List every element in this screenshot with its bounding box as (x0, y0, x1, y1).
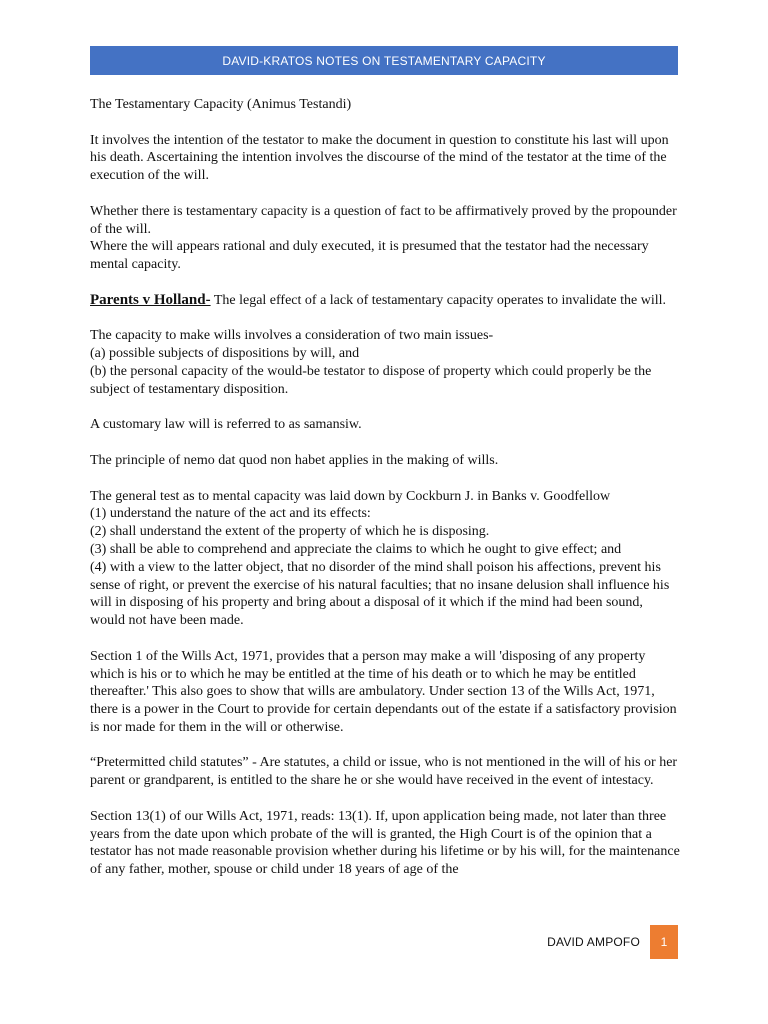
page-footer (547, 925, 678, 959)
test-item-1: (1) understand the nature of the act and its effects: (90, 506, 371, 522)
test-item-2: (2) shall understand the extent of the property of which he is disposing. (90, 524, 490, 540)
page-number-badge (650, 925, 678, 959)
page-number: 1 (660, 935, 668, 949)
paragraph-question-of-fact: Whether there is testamentary capacity is a question of fact to be affirmatively proved by the propounder of the will. (90, 203, 677, 237)
list-item-b: (b) the personal capacity of the would-be testator to dispose of property which could properly be the subject of testamentary disposition. (90, 363, 652, 397)
section-heading: The Testamentary Capacity (Animus Testandi) (90, 97, 352, 112)
paragraph-parents-v-holland (90, 292, 680, 310)
case-citation: Parents v Holland- (90, 291, 211, 308)
list-item-a: (a) possible subjects of dispositions by will, and (90, 346, 360, 362)
paragraph-pretermitted-child: “Pretermitted child statutes” - Are statutes, a child or issue, who is not mentioned in the will of his or her parent or grandparent, is entitled to the share he or she would have received in the event of intestacy. (90, 755, 678, 789)
paragraph-general-test-intro: The general test as to mental capacity was laid down by Cockburn J. in Banks v. Goodfellow (90, 488, 611, 504)
paragraph-two-issues-intro: The capacity to make wills involves a consideration of two main issues- (90, 328, 494, 344)
paragraph-section-13: Section 13(1) of our Wills Act, 1971, reads: 13(1). If, upon application being made, not later than three years from the date upon which probate of the will is granted, the High Court is of the opinion that a testator has not made reasonable provision whether during his lifetime or by his will, for the maintenance of any father, mother, spouse or child under 18 years of age of the (90, 808, 680, 878)
paragraph-intention: It involves the intention of the testator to make the document in question to constitute his last will upon his death. Ascertaining the intention involves the discourse of the mind of the testator at the time of the execution of the will. (90, 132, 669, 184)
paragraph-presumption: Where the will appears rational and duly executed, it is presumed that the testator had the necessary mental capacity. (90, 239, 649, 273)
test-item-4: (4) with a view to the latter object, that no disorder of the mind shall poison his affections, prevent his sense of right, or prevent the exercise of his natural faculties; that no insane delusion shall influence his will in disposing of his property and bring about a disposal of it which if the mind had been sound, would not have been made. (90, 559, 670, 629)
paragraph-nemo-dat: The principle of nemo dat quod non habet applies in the making of wills. (90, 452, 499, 468)
paragraph-customary-will: A customary law will is referred to as samansiw. (90, 417, 362, 433)
case-text: The legal effect of a lack of testamentary capacity operates to invalidate the will. (210, 292, 667, 308)
test-item-3: (3) shall be able to comprehend and appreciate the claims to which he ought to give effect; and (90, 541, 622, 557)
header-banner (90, 46, 678, 75)
footer-author: DAVID AMPOFO (547, 935, 640, 949)
header-title: DAVID-KRATOS NOTES ON TESTAMENTARY CAPACITY (222, 53, 546, 68)
document-body (90, 96, 680, 879)
paragraph-section-1: Section 1 of the Wills Act, 1971, provides that a person may make a will 'disposing of any property which is his or to which he may be entitled at the time of his death or to which he may be entitled thereafter.' This also goes to show that wills are ambulatory. Under section 13 of the Wills Act, 1971, there is a power in the Court to provide for certain dependants out of the estate if a satisfactory provision is nor made for them in the will or otherwise. (90, 648, 677, 735)
